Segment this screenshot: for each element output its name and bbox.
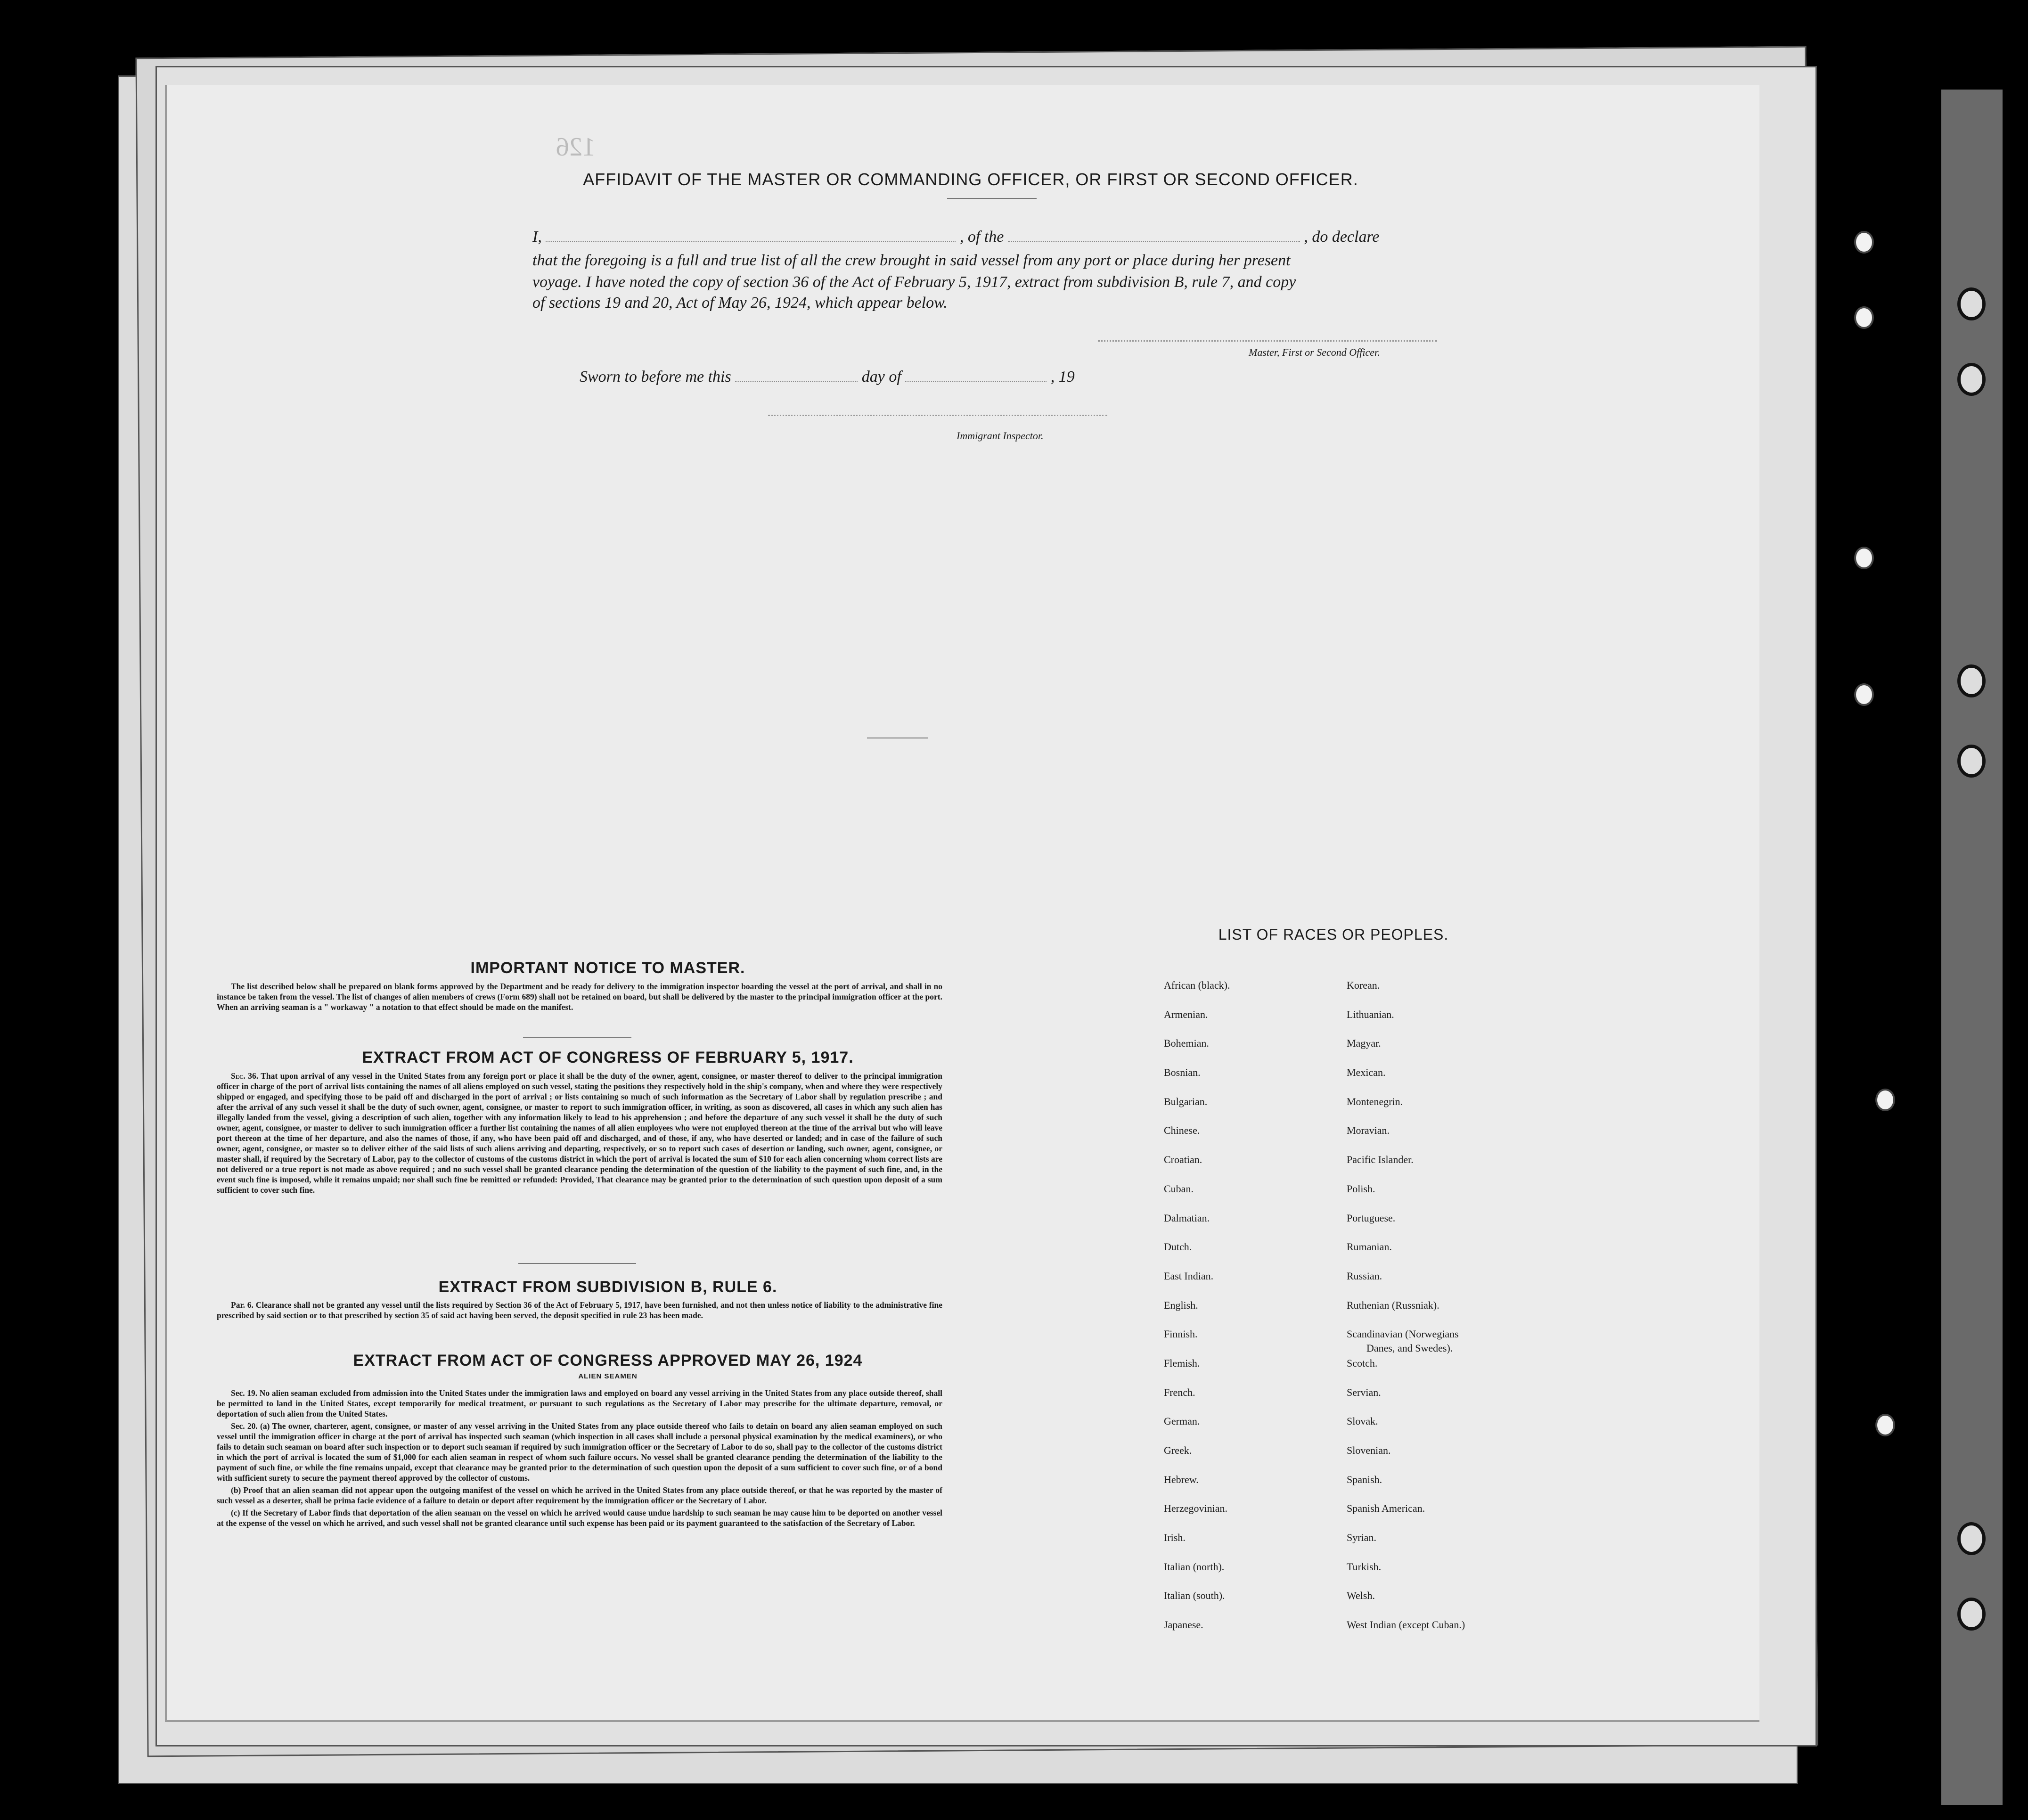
- race-item: Dutch.: [1164, 1241, 1192, 1253]
- of-the-label: , of the: [959, 228, 1004, 246]
- notice-paragraph: The list described below shall be prepared on blank forms approved by the Department and be ready for delivery to the immigration inspector boarding the vessel at the port of arrival, and shall in no instance be taken from the vessel. The list of changes of alien members of crews (Form 689) shall not be retained on board, but shall be delivered by the master to the principal immigration officer at the port. When an arriving seaman is a " workaway " a notation to that effect should be made on the manifest.: [217, 982, 942, 1012]
- sec-20c-text: (c) If the Secretary of Labor finds that deportation of the alien seaman on the vessel on which he arrived would cause undue hardship to such seaman he may cause him to be deported on another vessel at the expense of the vessel on which he arrived, and such vessel shall not be granted clearance until such expense has been paid or its payment guaranteed to the satisfaction of the Secretary of Labor.: [217, 1508, 942, 1528]
- sworn-line: [580, 366, 1192, 388]
- do-declare-label: , do declare: [1304, 228, 1380, 246]
- binder-hole-icon: [1957, 664, 1986, 697]
- race-item: Scotch.: [1347, 1357, 1378, 1369]
- extract-1924-title: EXTRACT FROM ACT OF CONGRESS APPROVED MAY 26, 1924: [353, 1352, 863, 1369]
- race-item: Spanish American.: [1347, 1502, 1425, 1515]
- race-item: Bulgarian.: [1164, 1095, 1208, 1107]
- punch-hole-icon: [1854, 683, 1874, 706]
- punch-hole-icon: [1875, 1414, 1895, 1436]
- race-item: Italian (north).: [1164, 1560, 1225, 1573]
- race-item: Croatian.: [1164, 1154, 1202, 1166]
- race-item: Bosnian.: [1164, 1066, 1201, 1079]
- race-item: Korean.: [1347, 979, 1380, 991]
- punch-hole-icon: [1854, 231, 1874, 254]
- section-label: Sec. 36.: [231, 1071, 259, 1081]
- sec-20a-text: Sec. 20. (a) The owner, charterer, agent, consignee, or master of any vessel arriving in the United States from any place outside thereof who fails to detain on board any alien seaman employed on such vessel until the immigration officer in charge at the port of arrival has inspected such seaman (which inspection in all cases shall include a personal physical examination by the medical examiners), or who fails to detain such seaman on board after such inspection or to deport such seaman if required by such immigration officer or the Secretary of Labor to do so, shall pay to the collector of the customs district in which the port of arrival is located the sum of $1,000 for each alien seaman in respect of whom such failure occurs. No vessel shall be granted clearance pending the determination of the liability to the payment of such fine, or while the fine remains unpaid, except that clearance may be granted prior to the determination of such question upon the deposit of a sum sufficient to cover such fine, or of a bond with sufficient surety to secure the payment thereof approved by the collector of customs.: [217, 1421, 942, 1483]
- inspector-signature-line[interactable]: [768, 415, 1107, 416]
- affidavit-title: AFFIDAVIT OF THE MASTER OR COMMANDING OFFICER, OR FIRST OR SECOND OFFICER.: [583, 170, 1358, 189]
- race-item: Flemish.: [1164, 1357, 1200, 1369]
- master-signature-line[interactable]: [1098, 340, 1437, 342]
- race-item: English.: [1164, 1299, 1198, 1311]
- binder-hole-icon: [1957, 287, 1986, 320]
- race-item: Herzegovinian.: [1164, 1502, 1227, 1515]
- alien-seamen-subtitle: ALIEN SEAMEN: [578, 1372, 638, 1380]
- races-title: LIST OF RACES OR PEOPLES.: [1218, 926, 1449, 943]
- race-item: Welsh.: [1347, 1590, 1375, 1602]
- punch-hole-icon: [1854, 306, 1874, 329]
- race-item: Rumanian.: [1347, 1241, 1392, 1253]
- rule-6-paragraph: Par. 6. Clearance shall not be granted any vessel until the lists required by Section 36 of the Act of February 5, 1917, have been furnished, and not then unless notice of liability to the administrative fine prescribed by said section or to that prescribed by section 35 of said act having been served, the deposit specified in rule 23 has been made.: [217, 1300, 942, 1320]
- race-item: Portuguese.: [1347, 1212, 1396, 1224]
- extract-1917-title: EXTRACT FROM ACT OF CONGRESS OF FEBRUARY 5, 1917.: [362, 1049, 854, 1066]
- punch-hole-icon: [1854, 547, 1874, 569]
- race-item: Ruthenian (Russniak).: [1347, 1299, 1439, 1311]
- race-item: Hebrew.: [1164, 1473, 1199, 1485]
- races-column-1: [1164, 979, 1230, 1648]
- race-item: Servian.: [1347, 1386, 1381, 1398]
- title-rule: [947, 198, 1037, 199]
- race-continuation: Danes, and Swedes).: [1366, 1342, 1453, 1354]
- race-item: Irish.: [1164, 1532, 1186, 1544]
- race-item: Moravian.: [1347, 1124, 1390, 1137]
- race-item: Russian.: [1347, 1270, 1382, 1282]
- affidavit-line-1: [532, 226, 1451, 248]
- name-field[interactable]: [546, 241, 956, 242]
- race-item: Slovenian.: [1347, 1444, 1391, 1456]
- binder-hole-icon: [1957, 363, 1986, 396]
- binder-strip: [1941, 90, 2003, 1805]
- races-column-2: [1347, 979, 1465, 1648]
- race-item: East Indian.: [1164, 1270, 1214, 1282]
- race-item: Italian (south).: [1164, 1590, 1225, 1602]
- year-label: , 19: [1050, 368, 1075, 385]
- race-item: Turkish.: [1347, 1560, 1382, 1573]
- month-field[interactable]: [905, 381, 1047, 382]
- master-label: Master, First or Second Officer.: [1249, 346, 1380, 358]
- race-item: German.: [1164, 1415, 1200, 1427]
- race-item: French.: [1164, 1386, 1195, 1398]
- affidavit-line-3: voyage. I have noted the copy of section 36 of the Act of February 5, 1917, extract from subdivision B, rule 7, and copy: [532, 273, 1296, 291]
- race-item: Slovak.: [1347, 1415, 1378, 1427]
- extract-1924-text: [217, 1388, 942, 1530]
- inspector-label: Immigrant Inspector.: [957, 430, 1044, 442]
- divider: [518, 1263, 636, 1264]
- binder-hole-icon: [1957, 745, 1986, 778]
- section-text: That upon arrival of any vessel in the United States from any foreign port or place it shall be the duty of the owner, agent, consignee, or master thereof to deliver to the principal immigration officer in charge of the port of arrival lists containing the names of all aliens employed on such vessel, stating the positions they respectively hold in the ship's company, when and where they were respectively shipped or engaged, and specifying those to be paid off and discharged in the port of arrival ; or lists containing so much of such information as the Secretary of Labor shall by regulation prescribe ; and after the arrival of any such vessel it shall be the duty of such owner, agent, consignee, or master to report to such immigration officer, in writing, as soon as discovered, all cases in which any such alien has illegally landed from the vessel, giving a description of such alien, together with any information likely to lead to his apprehension ; and before the departure of any such vessel it shall be the duty of such owner, agent, consignee, or master to deliver to such immigration officer a further list containing the names of all alien employees who were not employed thereon at the time of the arrival but who will leave port thereon at the time of her departure, and also the names of those, if any, who have been paid off and discharged, and of those, if any, who have deserted or landed; and in case of the failure of such owner, agent, consignee, or master so to deliver either of the said lists of such aliens arriving and departing, respectively, or so to report such cases of desertion or landing, such owner, agent, consignee, or master shall, if required by the Secretary of Labor, pay to the collector of customs of the customs district in which the port of arrival is located the sum of $10 for each alien concerning whom correct lists are not delivered or a true report is not made as above required ; and no such vessel shall be granted clearance pending the determination of the question of the liability to the payment of such fine, and, in the event such fine is imposed, while it remains unpaid; nor shall such fine be remitted or refunded: Provided, That clearance may be granted prior to the determination of such question upon deposit of a sum sufficient to cover such fine.: [217, 1071, 942, 1195]
- race-item: Lithuanian.: [1347, 1008, 1394, 1020]
- race-item: Mexican.: [1347, 1066, 1386, 1079]
- sec-19-text: Sec. 19. No alien seaman excluded from admission into the United States under the immigration laws and employed on board any vessel arriving in the United States from any place outside thereof, shall be permitted to land in the United States, except temporarily for medical treatment, or pursuant to such regulations as the Secretary of Labor may prescribe for the ultimate departure, removal, or deportation of such alien from the United States.: [217, 1388, 942, 1418]
- race-item: Finnish.: [1164, 1328, 1198, 1340]
- race-item: Japanese.: [1164, 1619, 1203, 1631]
- divider: [523, 1037, 631, 1038]
- race-item: Pacific Islander.: [1347, 1154, 1414, 1166]
- race-item: Greek.: [1164, 1444, 1192, 1456]
- race-item: African (black).: [1164, 979, 1230, 991]
- rule-6-title: EXTRACT FROM SUBDIVISION B, RULE 6.: [438, 1278, 777, 1296]
- affidavit-line-4: of sections 19 and 20, Act of May 26, 1924, which appear below.: [532, 294, 948, 312]
- sec-20b-text: (b) Proof that an alien seaman did not appear upon the outgoing manifest of the vessel on which he arrived in the United States from any place outside thereof, or that he was reported by the master of such vessel as a deserter, shall be prima facie evidence of a failure to detain or deport after requirement by the immigration officer or the Secretary of Labor.: [217, 1485, 942, 1505]
- rule-6-text: [217, 1300, 942, 1322]
- punch-hole-icon: [1875, 1089, 1895, 1111]
- race-item: Spanish.: [1347, 1473, 1382, 1485]
- day-field[interactable]: [735, 381, 858, 382]
- affidavit-i: I,: [532, 228, 542, 246]
- binder-hole-icon: [1957, 1522, 1986, 1555]
- day-of-label: day of: [861, 368, 901, 385]
- race-item: Polish.: [1347, 1182, 1375, 1195]
- race-item: Armenian.: [1164, 1008, 1208, 1020]
- faint-page-number: 126: [556, 132, 596, 162]
- race-item: Scandinavian (Norwegians: [1347, 1328, 1459, 1340]
- race-item: Cuban.: [1164, 1182, 1194, 1195]
- race-item: Magyar.: [1347, 1037, 1381, 1049]
- vessel-field[interactable]: [1008, 241, 1300, 242]
- affidavit-line-2: that the foregoing is a full and true list of all the crew brought in said vessel from any port or place during her present: [532, 252, 1291, 269]
- race-item: West Indian (except Cuban.): [1347, 1619, 1465, 1631]
- race-item: Dalmatian.: [1164, 1212, 1210, 1224]
- race-item: Chinese.: [1164, 1124, 1200, 1137]
- race-item: Syrian.: [1347, 1532, 1376, 1544]
- extract-1917-text: [217, 1071, 942, 1197]
- race-item: Bohemian.: [1164, 1037, 1209, 1049]
- notice-text: [217, 981, 942, 1014]
- binder-hole-icon: [1957, 1598, 1986, 1631]
- race-item: Montenegrin.: [1347, 1095, 1403, 1107]
- sworn-label: Sworn to before me this: [580, 368, 731, 385]
- notice-title: IMPORTANT NOTICE TO MASTER.: [470, 959, 745, 977]
